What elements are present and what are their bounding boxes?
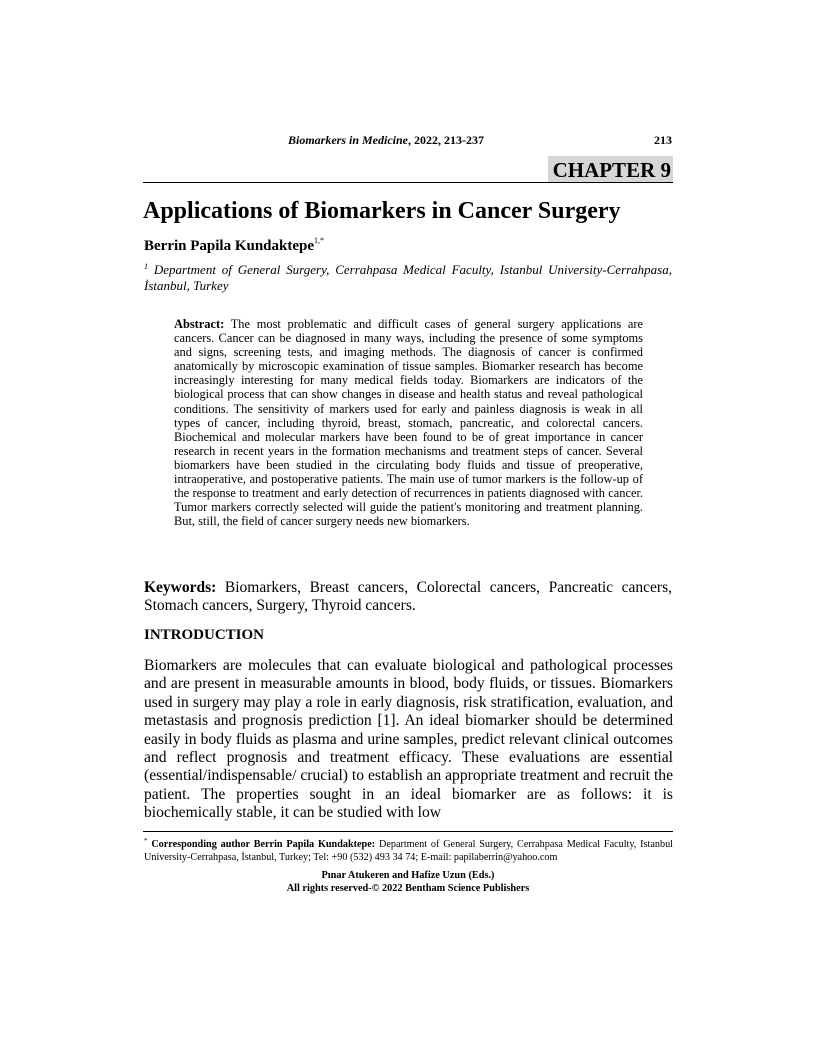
chapter-title: Applications of Biomarkers in Cancer Surgery <box>143 198 621 224</box>
editors-names: Pınar Atukeren and Hafize Uzun (Eds.) <box>321 870 495 881</box>
footnote-text: Department of General Surgery, Cerrahpasa Medical Faculty, Istanbul University-Cerrahpasa, İstanbul, Turkey; Tel: +90 (532) 493 34 74; E-mail: papilaberrin@yahoo.com <box>144 839 673 863</box>
footnote <box>144 835 673 864</box>
header-rule <box>143 182 673 183</box>
page-number: 213 <box>654 133 672 147</box>
affiliation <box>144 259 672 294</box>
journal-citation: , 2022, 213-237 <box>408 133 485 147</box>
journal-name: Biomarkers in Medicine <box>288 133 409 147</box>
running-header-journal <box>288 133 484 148</box>
keywords <box>144 579 672 615</box>
author <box>144 236 324 255</box>
affiliation-superscript: 1 <box>144 262 148 271</box>
keywords-label: Keywords: <box>144 579 217 596</box>
affiliation-text: Department of General Surgery, Cerrahpasa Medical Faculty, Istanbul University-Cerrahpasa, İstanbul, Turkey <box>144 262 672 293</box>
author-superscript: 1,* <box>314 236 325 245</box>
introduction-heading: INTRODUCTION <box>144 627 265 643</box>
introduction-text: Biomarkers are molecules that can evaluate biological and pathological processes and are present in measurable amounts in blood, body fluids, or tissues. Biomarkers used in surgery may play a role in early diagnosis, risk stratification, evaluation, and metastasis and prognosis prediction [1]. An ideal biomarker should be determined easily in body fluids as plasma and urine samples, predict relevant clinical outcomes and reflect prognosis and treatment efficacy. These evaluations are essential (essential/indispensable/ crucial) to establish an appropriate treatment and recruit the patient. The properties sought in an ideal biomarker are as follows: it is biochemically stable, it can be studied with low <box>144 657 673 822</box>
footnote-superscript: * <box>144 837 148 845</box>
abstract-text: The most problematic and difficult cases of general surgery applications are cancers. Cancer can be diagnosed in many ways, including the presence of some symptoms and signs, screening tests, and imaging methods. The diagnosis of cancer is confirmed anatomically by microscopic examination of tissue samples. Biomarker research has become increasingly interesting for many medical fields today. Biomarkers are indicators of the biological process that can show changes in disease and health status and reveal pathological conditions. The sensitivity of markers used for early and painless diagnosis is weak in all types of cancer, including thyroid, breast, stomach, pancreatic, and colorectal cancers. Biochemical and molecular markers have been found to be of great importance in cancer research in recent years in the formation mechanisms and treatment steps of cancer. Several biomarkers have been studied in the circulating body fluids and tissue of preoperative, intraoperative, and postoperative patients. The main use of tumor markers is the follow-up of the response to treatment and early detection of recurrences in patients diagnosed with cancer. Tumor markers correctly selected will guide the patient's monitoring and treatment planning. But, still, the field of cancer surgery needs new biomarkers. <box>174 317 643 529</box>
footnote-rule <box>143 831 673 832</box>
author-name: Berrin Papila Kundaktepe <box>144 238 315 254</box>
editors-block <box>0 869 816 895</box>
abstract-label: Abstract: <box>174 317 225 331</box>
abstract <box>174 317 643 528</box>
chapter-label: CHAPTER 9 <box>548 156 673 182</box>
copyright-line: All rights reserved-© 2022 Bentham Science Publishers <box>286 883 530 894</box>
footnote-label: Corresponding author Berrin Papila Kundaktepe: <box>147 839 376 850</box>
keywords-text: Biomarkers, Breast cancers, Colorectal cancers, Pancreatic cancers, Stomach cancers, Surgery, Thyroid cancers. <box>144 579 672 614</box>
